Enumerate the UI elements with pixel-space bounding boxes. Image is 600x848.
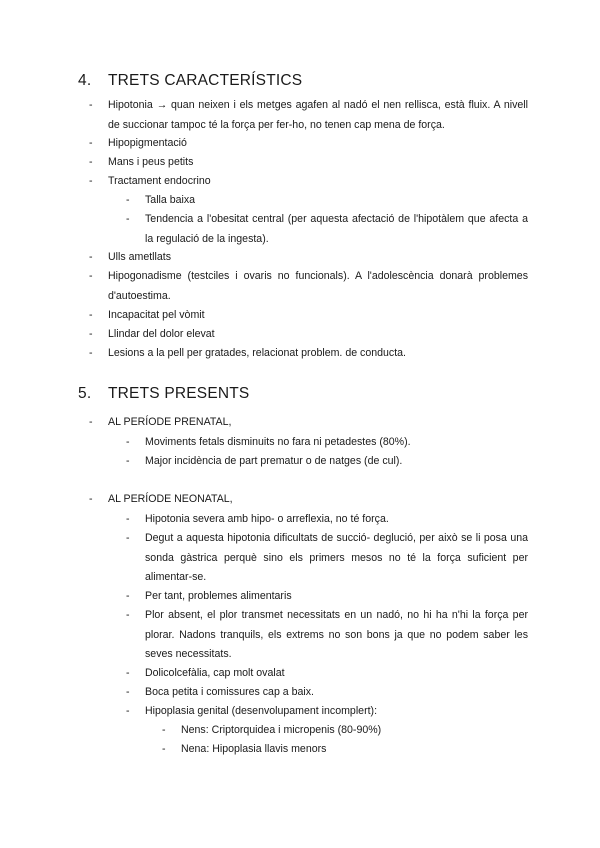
bullet-dash: -	[89, 493, 93, 505]
list-item	[126, 191, 528, 211]
section-4-heading	[78, 72, 302, 90]
list-item-text: Plor absent, el plor transmet necessitats en un nadó, no hi ha n'hi la força per plorar. Nadons tranquils, els extrems no son bons ja que no podem saber les seves necessitats.	[145, 609, 528, 660]
bullet-dash: -	[126, 590, 130, 602]
list-item-text: AL PERÍODE PRENATAL,	[108, 416, 232, 428]
list-item-text: Degut a aquesta hipotonia dificultats de succió- deglució, per això se li posa una sonda gàstrica perquè sino els primers mesos no té la força suficient per alimentar-se.	[145, 532, 528, 583]
list-item	[89, 96, 528, 135]
list-item	[126, 529, 528, 588]
section-4-title: TRETS CARACTERÍSTICS	[108, 72, 303, 89]
list-item-text: Mans i peus petits	[108, 156, 194, 168]
bullet-dash: -	[126, 455, 130, 467]
bullet-dash: -	[126, 686, 130, 698]
list-item-text: Hipoplasia genital (desenvolupament incomplert):	[145, 705, 378, 717]
list-item-text: Moviments fetals disminuits no fara ni petadestes (80%).	[145, 436, 411, 448]
list-item-text: Per tant, problemes alimentaris	[145, 590, 292, 602]
bullet-dash: -	[89, 175, 93, 187]
list-item	[89, 306, 528, 326]
bullet-dash: -	[89, 416, 93, 428]
bullet-dash: -	[89, 347, 93, 359]
list-item-text: Lesions a la pell per gratades, relacionat problem. de conducta.	[108, 347, 406, 359]
bullet-dash: -	[89, 270, 93, 282]
bullet-dash: -	[126, 609, 130, 621]
list-item-text: Boca petita i comissures cap a baix.	[145, 686, 314, 698]
bullet-dash: -	[126, 194, 130, 206]
list-item-text: Hipopigmentació	[108, 137, 187, 149]
list-item-text: Tractament endocrino	[108, 175, 211, 187]
list-item	[89, 344, 528, 364]
list-item-text: Hipotonia → quan neixen i els metges agafen al nadó el nen rellisca, està fluix. A nivell de succionar tampoc té la força per fer-ho, no tenen cap mena de força.	[108, 99, 528, 131]
bullet-dash: -	[126, 705, 130, 717]
list-item	[126, 510, 528, 530]
list-item	[126, 587, 528, 607]
bullet-dash: -	[126, 436, 130, 448]
list-item	[126, 606, 528, 665]
list-item-text: Llindar del dolor elevat	[108, 328, 215, 340]
bullet-dash: -	[89, 251, 93, 263]
section-5-heading	[78, 385, 249, 403]
list-item	[126, 210, 528, 249]
bullet-dash: -	[162, 724, 166, 736]
bullet-dash: -	[126, 532, 130, 544]
list-item-prenatal	[89, 413, 528, 433]
list-item-text: Major incidència de part prematur o de natges (de cul).	[145, 455, 403, 467]
list-item	[126, 683, 528, 703]
list-item	[126, 452, 528, 472]
list-item-text: Dolicolcefàlia, cap molt ovalat	[145, 667, 285, 679]
list-item-text: Hipogonadisme (testciles i ovaris no funcionals). A l'adolescència donarà problemes d'autoestima.	[108, 270, 528, 302]
list-item	[89, 248, 528, 268]
list-item	[126, 433, 528, 453]
list-item	[126, 702, 528, 722]
list-item	[89, 325, 528, 345]
bullet-dash: -	[89, 99, 93, 111]
bullet-dash: -	[126, 213, 130, 225]
bullet-dash: -	[162, 743, 166, 755]
bullet-dash: -	[126, 513, 130, 525]
list-item	[162, 740, 528, 760]
list-item-neonatal	[89, 490, 528, 510]
section-4-number: 4.	[78, 72, 92, 89]
bullet-dash: -	[89, 328, 93, 340]
list-item	[126, 664, 528, 684]
list-item	[89, 172, 528, 192]
list-item-text: Nens: Criptorquidea i micropenis (80-90%)	[181, 724, 382, 736]
list-item-text: Nena: Hipoplasia llavis menors	[181, 743, 327, 755]
list-item	[162, 721, 528, 741]
section-5-number: 5.	[78, 385, 92, 402]
list-item-text: Talla baixa	[145, 194, 196, 206]
list-item	[89, 267, 528, 306]
list-item-text: Ulls ametllats	[108, 251, 171, 263]
list-item	[89, 134, 528, 154]
list-item-text: Incapacitat pel vòmit	[108, 309, 205, 321]
bullet-dash: -	[89, 309, 93, 321]
list-item-text: Tendencia a l'obesitat central (per aquesta afectació de l'hipotàlem que afecta a la regulació de la ingesta).	[145, 213, 528, 245]
section-5-title: TRETS PRESENTS	[108, 385, 250, 402]
bullet-dash: -	[89, 137, 93, 149]
list-item	[89, 153, 528, 173]
list-item-text: AL PERÍODE NEONATAL,	[108, 493, 233, 505]
list-item-text: Hipotonia severa amb hipo- o arreflexia, no té força.	[145, 513, 389, 525]
bullet-dash: -	[126, 667, 130, 679]
bullet-dash: -	[89, 156, 93, 168]
